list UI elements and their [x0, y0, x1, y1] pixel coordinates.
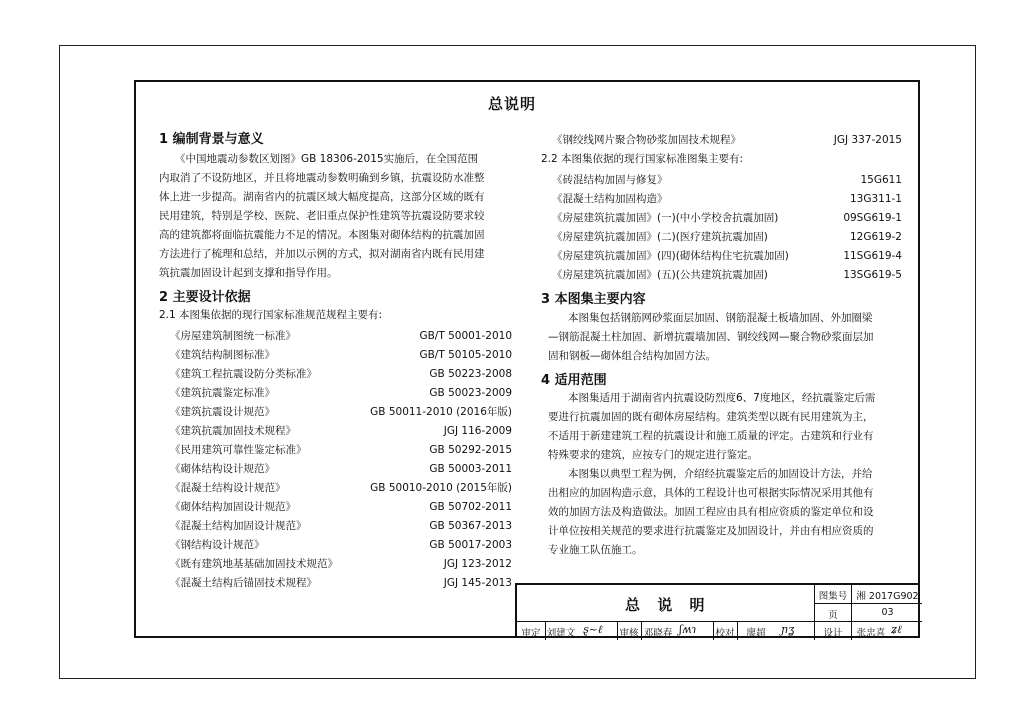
standard-code: GB 50367-2013: [429, 520, 512, 532]
section1-line-4: 高的建筑都将面临抗震能力不足的情况。本图集对砌体结构的抗震加固: [159, 229, 485, 241]
atlas-row: [552, 210, 902, 226]
tb-reviewer: 刘建文: [546, 628, 576, 639]
tb-divider: [641, 621, 642, 640]
tb-check-label: 审核: [619, 628, 639, 639]
section4-line-7: 计单位按相关规范的要求进行抗震鉴定及加固设计，并由有相应资质的: [548, 525, 874, 537]
tb-title: 总 说 明: [625, 596, 711, 614]
standard-code: GB/T 50001-2010: [419, 330, 512, 342]
standard-code: GB 50292-2015: [429, 444, 512, 456]
standard-name: 《建筑结构制图标准》: [170, 349, 275, 361]
atlas-name: 《房屋建筑抗震加固》(二)(医疗建筑抗震加固): [552, 231, 768, 243]
atlas-code: 13G311-1: [849, 193, 902, 205]
atlas-code: 12G619-2: [849, 231, 902, 243]
section1-heading: 1 编制背景与意义: [159, 132, 264, 147]
standard-row: [170, 385, 512, 401]
atlas-code: 13SG619-5: [843, 269, 902, 281]
title-block: [515, 583, 920, 638]
section1-line-1: 内取消了不设防地区，并且将地震动参数明确到乡镇，抗震设防水准整: [159, 172, 485, 184]
tb-review-label: 审定: [521, 628, 541, 639]
standard-code: GB 50010-2010 (2015年版): [370, 482, 512, 494]
tb-page: 03: [881, 607, 894, 618]
atlas-name: 《砖混结构加固与修复》: [552, 174, 668, 186]
standard-row: [170, 556, 512, 572]
standard-code: GB 50223-2008: [429, 368, 512, 380]
standard-name: 《混凝土结构加固设计规范》: [170, 520, 307, 532]
standard-name: 《建筑抗震加固技术规程》: [170, 425, 296, 437]
atlas-row: [552, 191, 902, 207]
atlas-code: 09SG619-1: [843, 212, 902, 224]
tb-divider: [517, 621, 922, 622]
tb-atlas-no: 湘 2017G902: [856, 591, 919, 602]
standard-row: [170, 480, 512, 496]
section4-line-3: 特殊要求的建筑，应按专门的规定进行鉴定。: [548, 449, 758, 461]
tb-divider: [851, 585, 852, 640]
signature-mark: ʃʍɿ: [679, 623, 697, 636]
section4-line-4: 本图集以典型工程为例，介绍经抗震鉴定后的加固设计方法，并给: [568, 468, 873, 480]
standard-name: 《砌体结构设计规范》: [170, 463, 275, 475]
signature-mark: ʑℓ: [891, 623, 902, 636]
signature-mark: ȿ~ℓ: [583, 623, 603, 636]
standard-name: 《既有建筑地基基础加固技术规范》: [170, 558, 338, 570]
standard-code: JGJ 145-2013: [443, 577, 512, 589]
standard-name: 《房屋建筑制图统一标准》: [170, 330, 296, 342]
section4-line-5: 出相应的加固构造示意，具体的工程设计也可根据实际情况采用其他有: [548, 487, 874, 499]
standard-row: [170, 366, 512, 382]
standard-code: JGJ 116-2009: [443, 425, 512, 437]
tb-checker: 邓晓春: [643, 628, 673, 639]
standard-code: GB 50017-2003: [429, 539, 512, 551]
tb-design-label: 设计: [823, 628, 843, 639]
standard-name: 《钢绞线网片聚合物砂浆加固技术规程》: [552, 134, 741, 146]
standard-row: [170, 347, 512, 363]
atlas-row: [552, 248, 902, 264]
section1-line-3: 民用建筑，特别是学校、医院、老旧重点保护性建筑等抗震设防要求较: [159, 210, 485, 222]
atlas-name: 《房屋建筑抗震加固》(五)(公共建筑抗震加固): [552, 269, 768, 281]
standard-name: 《建筑工程抗震设防分类标准》: [170, 368, 317, 380]
tb-divider: [737, 621, 738, 640]
section2-heading: 2 主要设计依据: [159, 290, 251, 305]
standard-row: [170, 575, 512, 591]
standard-row: [170, 518, 512, 534]
standard-name: 《混凝土结构设计规范》: [170, 482, 286, 494]
section3-line-2: 固和钢板—砌体组合结构加固方法。: [548, 350, 716, 362]
section4-line-6: 效的加固方法及构造做法。加固工程应由具有相应资质的鉴定单位和设: [548, 506, 874, 518]
atlas-row: [552, 267, 902, 283]
tb-designer: 张忠喜: [856, 628, 886, 639]
standard-code: GB 50023-2009: [429, 387, 512, 399]
tb-atlas-no-label: 图集号: [818, 591, 848, 602]
section1-line-2: 体上进一步提高。湖南省内的抗震区域大幅度提高，这部分区域的既有: [159, 191, 485, 203]
standard-name: 《建筑抗震鉴定标准》: [170, 387, 275, 399]
atlas-name: 《混凝土结构加固构造》: [552, 193, 668, 205]
standard-name: 《砌体结构加固设计规范》: [170, 501, 296, 513]
page-title: 总说明: [487, 95, 536, 113]
section4-line-1: 要进行抗震加固的既有砌体房屋结构。建筑类型以既有民用建筑为主，: [548, 411, 874, 423]
tb-proof-label: 校对: [715, 628, 735, 639]
atlas-name: 《房屋建筑抗震加固》(四)(砌体结构住宅抗震加固): [552, 250, 789, 262]
section2-intro: 2.1 本图集依据的现行国家标准规范规程主要有:: [159, 309, 383, 321]
standard-row: [170, 499, 512, 515]
standard-code: GB/T 50105-2010: [419, 349, 512, 361]
tb-divider: [814, 603, 922, 604]
section4-line-8: 专业施工队伍施工。: [548, 544, 643, 556]
section1-line-6: 筑抗震加固设计起到支撑和指导作用。: [159, 267, 338, 279]
atlas-name: 《房屋建筑抗震加固》(一)(中小学校舍抗震加固): [552, 212, 779, 224]
standard-row: [170, 328, 512, 344]
section4-heading: 4 适用范围: [541, 373, 607, 388]
standard-code: JGJ 123-2012: [443, 558, 512, 570]
standard-name: 《建筑抗震设计规范》: [170, 406, 275, 418]
section1-line-0: 《中国地震动参数区划图》GB 18306-2015实施后，在全国范围: [175, 153, 479, 165]
standard-code: GB 50003-2011: [429, 463, 512, 475]
section3-heading: 3 本图集主要内容: [541, 292, 646, 307]
section1-line-5: 方法进行了梳理和总结，并加以示例的方式，拟对湖南省内既有民用建: [159, 248, 485, 260]
standard-row: [170, 404, 512, 420]
atlas-row: [552, 172, 902, 188]
standard-row: [170, 537, 512, 553]
standard-code: GB 50011-2010 (2016年版): [370, 406, 512, 418]
standard-code: JGJ 337-2015: [833, 134, 902, 146]
tb-page-label: 页: [828, 610, 838, 621]
atlas-row: [552, 229, 902, 245]
section2-intro2: 2.2 本图集依据的现行国家标准图集主要有:: [541, 153, 744, 165]
standard-row: [552, 132, 902, 148]
standard-name: 《民用建筑可靠性鉴定标准》: [170, 444, 307, 456]
tb-proofer: 廖超: [746, 628, 766, 639]
atlas-code: 11SG619-4: [843, 250, 902, 262]
standard-name: 《钢结构设计规范》: [170, 539, 265, 551]
standard-name: 《混凝土结构后锚固技术规程》: [170, 577, 317, 589]
standard-row: [170, 461, 512, 477]
standard-row: [170, 442, 512, 458]
section3-line-0: 本图集包括钢筋网砂浆面层加固、钢筋混凝土板墙加固、外加圈梁: [568, 312, 873, 324]
section3-line-1: —钢筋混凝土柱加固、新增抗震墙加固、钢绞线网—聚合物砂浆面层加: [548, 331, 874, 343]
section4-line-0: 本图集适用于湖南省内抗震设防烈度6、7度地区，经抗震鉴定后需: [568, 392, 876, 404]
standard-code: GB 50702-2011: [429, 501, 512, 513]
atlas-code: 15G611: [860, 174, 902, 186]
signature-mark: ɲʓ: [781, 623, 795, 636]
section4-line-2: 不适用于新建建筑工程的抗震设计和施工质量的评定。古建筑和行业有: [548, 430, 874, 442]
standard-row: [170, 423, 512, 439]
